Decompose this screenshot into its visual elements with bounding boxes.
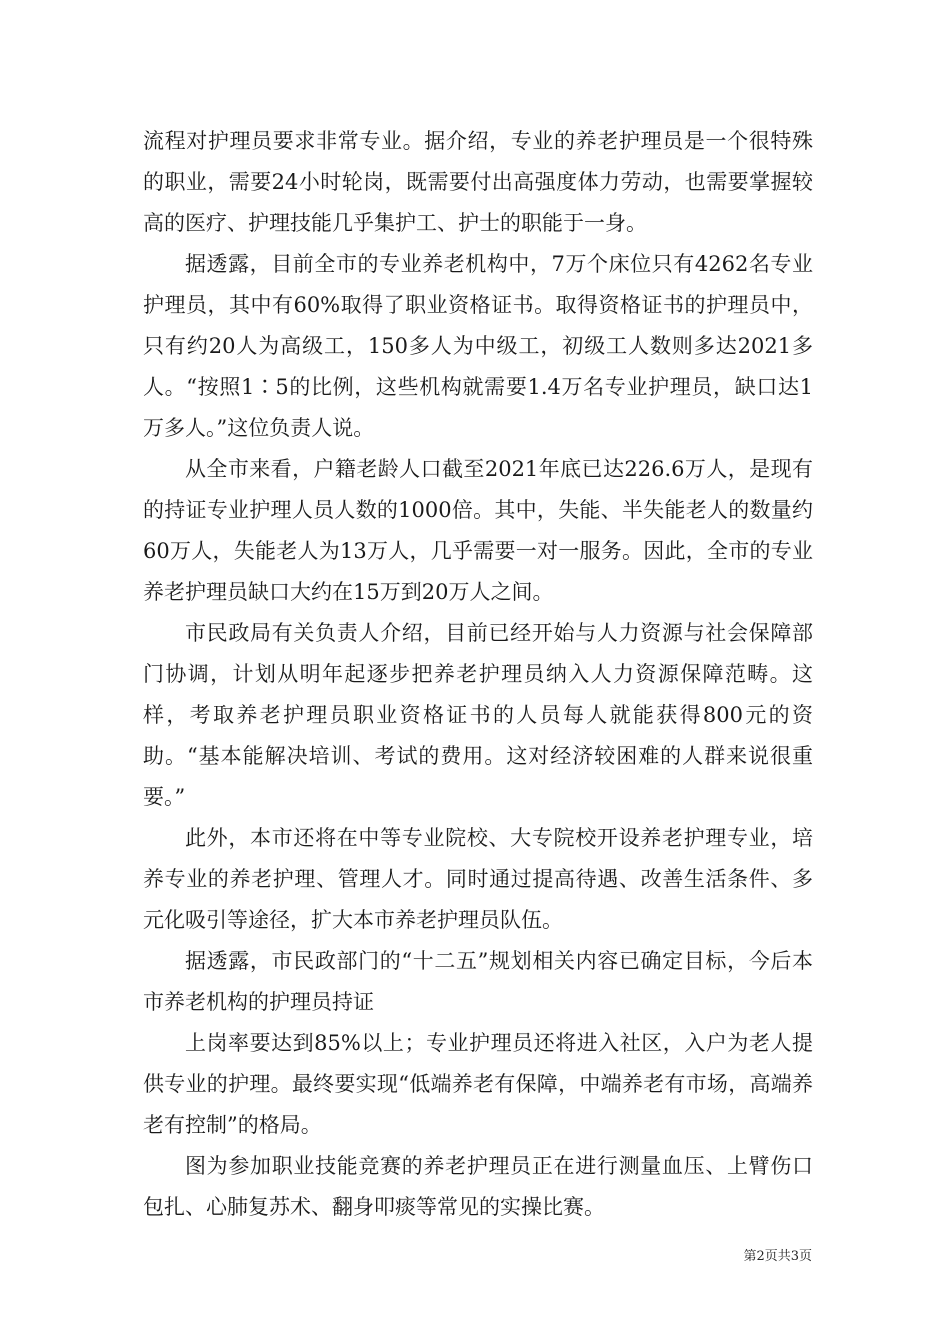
- paragraph-7: 上岗率要达到85%以上；专业护理员还将进入社区，入户为老人提供专业的护理。最终要实现“低端养老有保障，中端养老有市场，高端养老有控制”的格局。: [143, 1031, 813, 1137]
- paragraph-1: 流程对护理员要求非常专业。据介绍，专业的养老护理员是一个很特殊的职业，需要24小时轮岗，既需要付出高强度体力劳动，也需要掌握较高的医疗、护理技能几乎集护工、护士的职能于一身。: [143, 129, 813, 235]
- paragraph-3: 从全市来看，户籍老龄人口截至2021年底已达226.6万人，是现有的持证专业护理人员人数的1000倍。其中，失能、半失能老人的数量约60万人，失能老人为13万人，几乎需要一对一服务。因此，全市的专业养老护理员缺口大约在15万到20万人之间。: [143, 457, 813, 604]
- paragraph-4: 市民政局有关负责人介绍，目前已经开始与人力资源与社会保障部门协调，计划从明年起逐步把养老护理员纳入人力资源保障范畴。这样，考取养老护理员职业资格证书的人员每人就能获得800元的资助。“基本能解决培训、考试的费用。这对经济较困难的人群来说很重要。”: [143, 621, 813, 809]
- page-number-label: 第2页共3页: [743, 1249, 812, 1264]
- paragraph-8: 图为参加职业技能竞赛的养老护理员正在进行测量血压、上臂伤口包扎、心肺复苏术、翻身叩痰等常见的实操比赛。: [143, 1154, 813, 1219]
- paragraph-6: 据透露，市民政部门的“十二五”规划相关内容已确定目标，今后本市养老机构的护理员持证: [143, 949, 813, 1014]
- document-body: [143, 121, 813, 1228]
- paragraph-2: 据透露，目前全市的专业养老机构中，7万个床位只有4262名专业护理员，其中有60%取得了职业资格证书。取得资格证书的护理员中，只有约20人为高级工，150多人为中级工，初级工人数则多达2021多人。“按照1∶5的比例，这些机构就需要1.4万名专业护理员，缺口达1万多人。”这位负责人说。: [143, 252, 813, 440]
- paragraph-5: 此外，本市还将在中等专业院校、大专院校开设养老护理专业，培养专业的养老护理、管理人才。同时通过提高待遇、改善生活条件、多元化吸引等途径，扩大本市养老护理员队伍。: [143, 826, 813, 932]
- page-number-footer: [743, 1245, 812, 1264]
